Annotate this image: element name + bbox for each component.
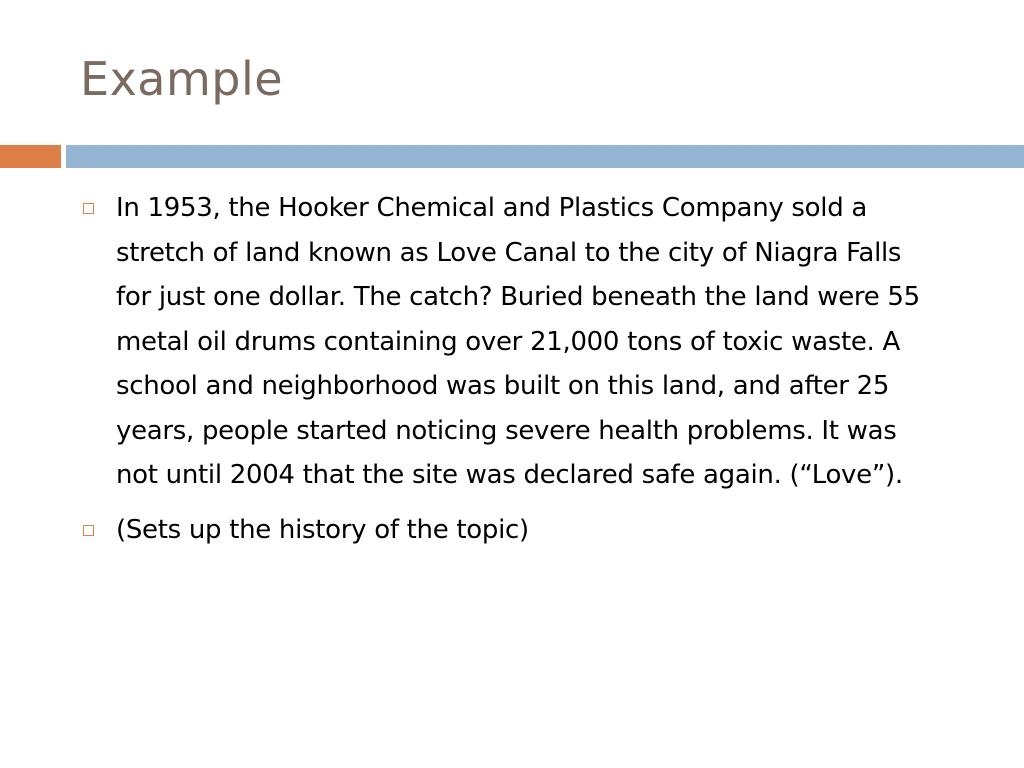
bullet-text: (Sets up the history of the topic) (116, 514, 529, 545)
slide-title: Example (80, 52, 284, 106)
bullet-text: In 1953, the Hooker Chemical and Plastics Company sold a stretch of land known as Love Canal to the city of Niagra Falls for just one dollar. The catch? Buried beneath the land were 55 metal oil drums containing over 21,000 tons of toxic waste. A school and neighborhood was built on this land, and after 25 years, people started noticing severe health problems. It was not until 2004 that the site was declared safe again. (“Love”). (116, 193, 920, 490)
square-bullet-icon (83, 203, 94, 214)
bullet-item (80, 186, 980, 498)
bullet-list (80, 186, 980, 562)
accent-bar-blue (66, 145, 1024, 168)
accent-bar-orange (0, 145, 61, 168)
bullet-item (80, 508, 980, 553)
square-bullet-icon (83, 525, 94, 536)
